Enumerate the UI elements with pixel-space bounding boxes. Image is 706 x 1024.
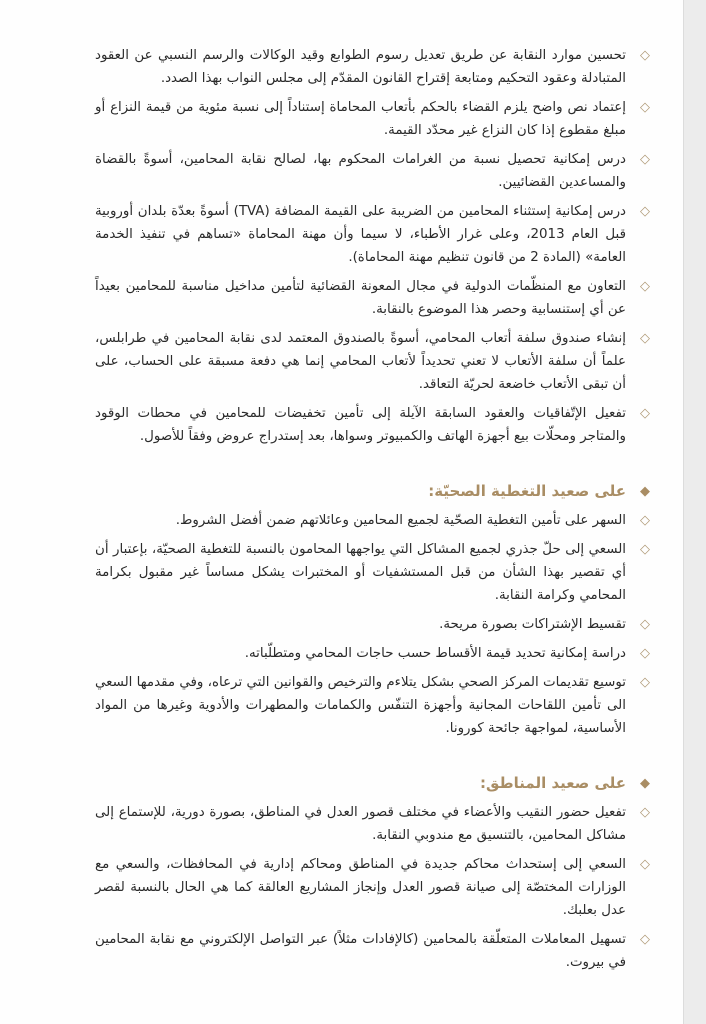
diamond-bullet-icon: ◇ (640, 617, 650, 632)
diamond-bullet-icon: ◇ (640, 152, 650, 167)
diamond-bullet-icon: ◇ (640, 204, 650, 219)
item-text: إعتماد نص واضح يلزم القضاء بالحكم بأتعاب المحاماة إستناداً إلى نسبة مئوية من قيمة النزاع أو مبلغ مقطوع إذا كان النزاع غير محدّد القيمة. (95, 100, 626, 138)
item-text: السعي إلى إستحداث محاكم جديدة في المناطق ومحاكم إدارية في المحافظات، والسعي مع الوزارات المختصّة إلى صيانة قصور العدل وإنجاز المشاريع العالقة كما هي الحال بالنسبة لقصر عدل بعلبك. (95, 857, 626, 918)
section-heading-health (95, 479, 650, 503)
item-text: درس إمكانية تحصيل نسبة من الغرامات المحكوم بها، لصالح نقابة المحامين، أسوةً بالقضاة والمساعدين القضائيين. (95, 152, 626, 190)
diamond-bullet-icon: ◇ (640, 932, 650, 947)
heading-text: على صعيد التغطية الصحيّة: (428, 482, 626, 500)
page-edge-shadow (683, 0, 706, 1024)
item-text: تفعيل حضور النقيب والأعضاء في مختلف قصور العدل في المناطق، بصورة دورية، للإستماع إلى مشاكل المحامين، بالتنسيق مع مندوبي النقابة. (95, 805, 626, 843)
diamond-bullet-icon: ◇ (640, 406, 650, 421)
list-item (95, 509, 650, 532)
diamond-bullet-icon: ◇ (640, 646, 650, 661)
list-item (95, 402, 650, 448)
list-item (95, 642, 650, 665)
diamond-bullet-icon: ◇ (640, 48, 650, 63)
heading-text: على صعيد المناطق: (480, 774, 626, 792)
list-item (95, 801, 650, 847)
diamond-bullet-icon: ◇ (640, 100, 650, 115)
list-item (95, 200, 650, 269)
item-text: توسيع تقديمات المركز الصحي بشكل يتلاءم والترخيص والقوانين التي ترعاه، وفي مقدمها السعي الى تأمين اللقاحات المجانية وأجهزة التنفّس والكمامات والمطهرات والأدوية وغيرها من المواد الأساسية، لمواجهة جائحة كورونا. (95, 675, 626, 736)
list-item (95, 613, 650, 636)
list-item (95, 44, 650, 90)
list-item (95, 327, 650, 396)
item-text: التعاون مع المنظّمات الدولية في مجال المعونة القضائية لتأمين مداخيل مناسبة للمحامين بعيداً عن أي إستنسابية وحصر هذا الموضوع بالنقابة. (95, 279, 626, 317)
diamond-bullet-icon: ◇ (640, 805, 650, 820)
diamond-bullet-icon: ◇ (640, 513, 650, 528)
item-text: تفعيل الإتّفاقيات والعقود السابقة الآيلة إلى تأمين تخفيضات للمحامين في محطات الوقود والمتاجر ومحلّات بيع أجهزة الهاتف والكمبيوتر وسواها، بعد إستدراج عروض وفقاً للأصول. (95, 406, 626, 444)
item-text: إنشاء صندوق سلفة أتعاب المحامي، أسوةً بالصندوق المعتمد لدى نقابة المحامين في طرابلس، علماً أن سلفة الأتعاب لا تعني تحديداً لأتعاب المحامي إنما هي دفعة مسبقة على الحساب، على أن تبقى الأتعاب خاضعة لحريّة التعاقد. (95, 331, 626, 392)
item-text: دراسة إمكانية تحديد قيمة الأقساط حسب حاجات المحامي ومتطلّباته. (244, 646, 626, 661)
item-text: تسهيل المعاملات المتعلّقة بالمحامين (كالإفادات مثلاً) عبر التواصل الإلكتروني مع نقابة المحامين في بيروت. (95, 932, 626, 970)
item-text: تحسين موارد النقابة عن طريق تعديل رسوم الطوابع وقيد الوكالات والرسم النسبي عن العقود المتبادلة وعقود التحكيم ومتابعة إقتراح القانون المقدّم إلى مجلس النواب بهذا الصدد. (95, 48, 626, 86)
list-item (95, 671, 650, 740)
diamond-bullet-icon: ◇ (640, 279, 650, 294)
item-text: السهر على تأمين التغطية الصحّية لجميع المحامين وعائلاتهم ضمن أفضل الشروط. (175, 513, 626, 528)
item-text: السعي إلى حلّ جذري لجميع المشاكل التي يواجهها المحامون بالنسبة للتغطية الصحيّة، بإعتبار أن أي تقصير بهذا الشأن من قبل المستشفيات أو المختبرات يشكل مساساً غير مقبول بكرامة المحامي وكرامة النقابة. (95, 542, 626, 603)
section-heading-regions (95, 771, 650, 795)
list-item (95, 853, 650, 922)
list-item (95, 538, 650, 607)
list-item (95, 148, 650, 194)
list-item (95, 928, 650, 974)
item-text: درس إمكانية إستثناء المحامين من الضريبة على القيمة المضافة (TVA) أسوةً بعدّة بلدان أوروبية قبل العام 2013، وعلى غرار الأطباء، لا سيما وأن مهنة المحاماة «تساهم في تنفيذ الخدمة العامة» (المادة 2 من قانون تنظيم مهنة المحاماة). (95, 204, 626, 265)
diamond-bullet-icon: ◆ (640, 484, 650, 499)
diamond-bullet-icon: ◆ (640, 776, 650, 791)
item-text: تقسيط الإشتراكات بصورة مريحة. (439, 617, 626, 632)
diamond-bullet-icon: ◇ (640, 675, 650, 690)
diamond-bullet-icon: ◇ (640, 542, 650, 557)
list-item (95, 275, 650, 321)
diamond-bullet-icon: ◇ (640, 331, 650, 346)
list-item (95, 96, 650, 142)
diamond-bullet-icon: ◇ (640, 857, 650, 872)
